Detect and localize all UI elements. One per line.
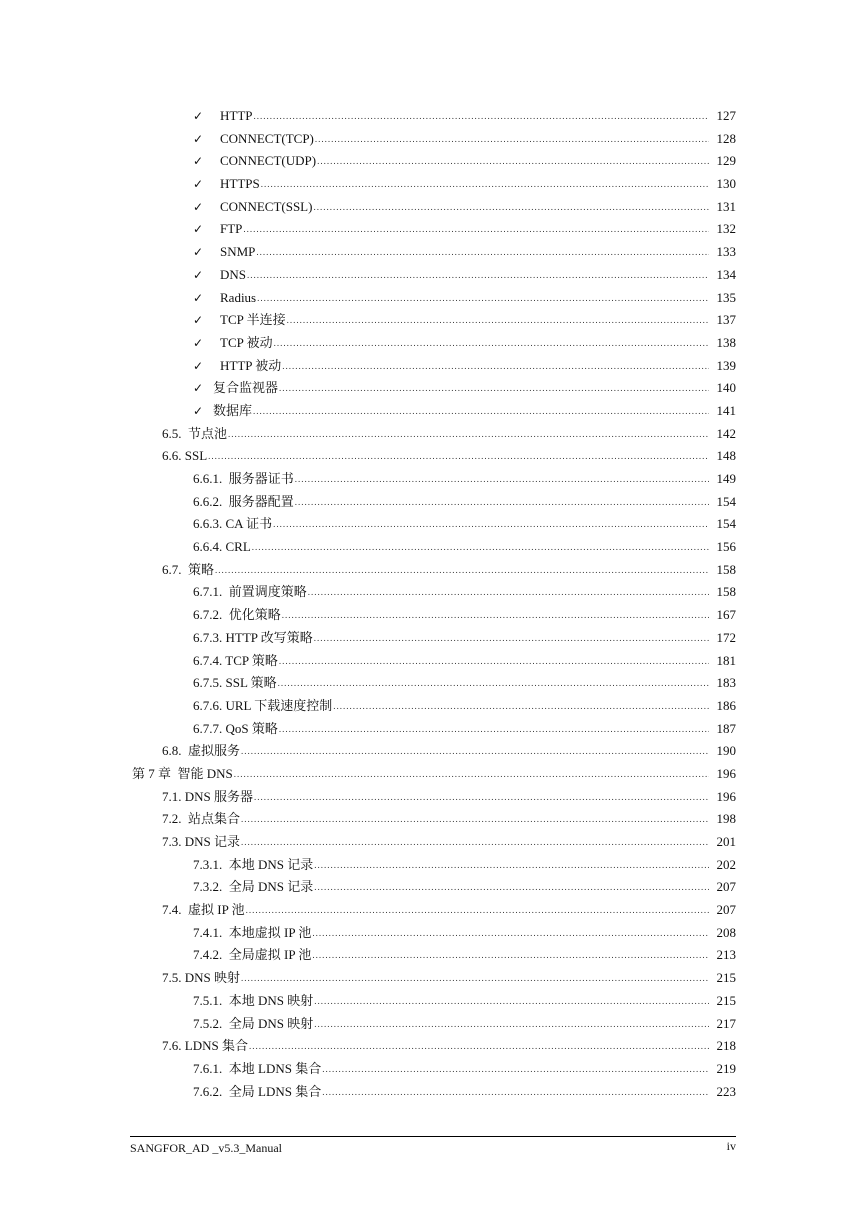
toc-entry-page-number: 148 [716, 448, 736, 464]
toc-entry-page-number: 130 [716, 176, 736, 192]
footer-document-title: SANGFOR_AD _v5.3_Manual [130, 1141, 283, 1155]
toc-entry[interactable] [0, 1058, 868, 1081]
dot-leader [261, 173, 709, 196]
checkmark-icon: ✓ [193, 131, 204, 146]
toc-entry-page-number: 196 [716, 765, 736, 781]
toc-entry-title: 7.6.2. 全局 LDNS 集合 [193, 1083, 322, 1099]
toc-entry-title: TCP 半连接 [220, 312, 286, 328]
toc-entry[interactable] [0, 854, 868, 877]
dot-leader [295, 491, 709, 514]
checkmark-icon: ✓ [193, 358, 204, 373]
toc-entry-page-number: 215 [716, 992, 736, 1008]
toc-entry-page-number: 134 [716, 266, 736, 282]
toc-entry[interactable] [0, 695, 868, 718]
toc-entry[interactable] [0, 899, 868, 922]
toc-entry-title: 7.6. LDNS 集合 [162, 1038, 248, 1054]
dot-leader [314, 990, 709, 1013]
toc-entry-page-number: 172 [716, 629, 736, 645]
toc-entry-title: CONNECT(UDP) [220, 153, 317, 169]
toc-entry[interactable] [0, 831, 868, 854]
dot-leader [308, 581, 709, 604]
toc-entry-page-number: 208 [716, 924, 736, 940]
dot-leader [279, 718, 709, 741]
toc-entry-title: 6.7.5. SSL 策略 [193, 675, 277, 691]
dot-leader [246, 899, 709, 922]
toc-entry[interactable] [0, 1035, 868, 1058]
checkmark-icon: ✓ [193, 199, 204, 214]
toc-entry-page-number: 131 [716, 198, 736, 214]
dot-leader [295, 468, 709, 491]
toc-entry[interactable] [0, 150, 868, 173]
dot-leader [273, 513, 709, 536]
dot-leader [287, 309, 709, 332]
toc-entry-title: Radius [220, 289, 257, 305]
toc-entry[interactable] [0, 264, 868, 287]
dot-leader [252, 536, 709, 559]
dot-leader [312, 944, 709, 967]
toc-entry[interactable] [0, 763, 868, 786]
dot-leader [208, 445, 709, 468]
toc-entry[interactable] [0, 718, 868, 741]
toc-entry-page-number: 154 [716, 493, 736, 509]
toc-entry-title: 7.3. DNS 记录 [162, 834, 241, 849]
checkmark-icon: ✓ [193, 109, 204, 123]
toc-entry-title: 6.6.2. 服务器配置 [193, 493, 294, 509]
table-of-contents [0, 105, 868, 1103]
toc-entry-title: DNS [220, 266, 247, 282]
dot-leader [333, 695, 709, 718]
dot-leader [247, 264, 709, 287]
toc-entry-title: 7.4.2. 全局虚拟 IP 池 [193, 947, 312, 963]
toc-entry[interactable] [0, 468, 868, 491]
toc-entry[interactable] [0, 445, 868, 468]
toc-entry-page-number: 186 [716, 697, 736, 713]
toc-entry[interactable] [0, 513, 868, 536]
dot-leader [243, 218, 709, 241]
toc-entry-title: FTP [220, 221, 243, 237]
toc-entry[interactable] [0, 672, 868, 695]
toc-entry[interactable] [0, 967, 868, 990]
dot-leader [257, 287, 709, 310]
dot-leader [282, 355, 709, 378]
dot-leader [241, 808, 709, 831]
toc-entry[interactable] [0, 1081, 868, 1104]
toc-entry-title: 7.4. 虚拟 IP 池 [162, 902, 245, 918]
checkmark-icon: ✓ [193, 290, 204, 305]
checkmark-icon: ✓ [193, 381, 204, 396]
toc-entry-title: 6.7.1. 前置调度策略 [193, 584, 307, 600]
toc-entry-page-number: 219 [716, 1060, 736, 1076]
dot-leader [322, 1081, 709, 1104]
toc-entry-title: 6.6. SSL [162, 448, 208, 464]
toc-entry-title: HTTP [220, 108, 253, 123]
toc-entry[interactable] [0, 990, 868, 1013]
toc-entry-page-number: 207 [716, 879, 736, 895]
toc-entry[interactable] [0, 400, 868, 423]
dot-leader [241, 967, 709, 990]
toc-entry-page-number: 181 [716, 652, 736, 668]
toc-entry[interactable] [0, 218, 868, 241]
toc-entry-title: 6.7.3. HTTP 改写策略 [193, 629, 313, 645]
dot-leader [278, 672, 709, 695]
toc-entry-title: 7.6.1. 本地 LDNS 集合 [193, 1060, 322, 1076]
toc-entry-title: 6.6.4. CRL [193, 539, 251, 555]
toc-entry-title: 6.8. 虚拟服务 [162, 743, 241, 759]
dot-leader [215, 559, 709, 582]
checkmark-icon: ✓ [193, 177, 204, 192]
toc-entry[interactable] [0, 491, 868, 514]
toc-entry-title: 6.7.4. TCP 策略 [193, 652, 278, 668]
toc-entry-page-number: 137 [716, 312, 736, 328]
toc-entry-page-number: 156 [716, 539, 736, 555]
checkmark-icon: ✓ [193, 335, 204, 350]
toc-entry-title: HTTPS [220, 176, 260, 192]
checkmark-icon: ✓ [193, 245, 204, 260]
page-footer [130, 1136, 736, 1155]
toc-entry-title: HTTP 被动 [220, 357, 282, 373]
toc-entry-title: 6.7.6. URL 下载速度控制 [193, 697, 333, 713]
dot-leader [241, 831, 709, 854]
dot-leader [312, 922, 709, 945]
checkmark-icon: ✓ [193, 222, 204, 237]
toc-entry[interactable] [0, 786, 868, 809]
toc-entry-page-number: 141 [716, 402, 736, 418]
toc-entry-page-number: 207 [716, 902, 736, 918]
toc-entry-page-number: 183 [716, 675, 736, 691]
dot-leader [314, 1013, 709, 1036]
toc-entry-page-number: 187 [716, 720, 736, 736]
toc-entry-title: 7.5.1. 本地 DNS 映射 [193, 992, 314, 1008]
dot-leader [322, 1058, 709, 1081]
dot-leader [313, 196, 709, 219]
dot-leader [234, 763, 709, 786]
toc-entry-page-number: 202 [716, 856, 736, 872]
toc-entry-title: 7.3.2. 全局 DNS 记录 [193, 879, 314, 895]
toc-entry-page-number: 196 [716, 788, 736, 804]
toc-entry-title: 6.7.7. QoS 策略 [193, 720, 278, 736]
toc-entry-page-number: 149 [716, 471, 736, 486]
toc-entry-page-number: 154 [716, 516, 736, 532]
toc-entry-page-number: 201 [716, 834, 736, 849]
dot-leader [274, 332, 709, 355]
toc-entry-title: 7.2. 站点集合 [162, 811, 241, 827]
dot-leader [279, 650, 709, 673]
toc-entry-page-number: 218 [716, 1038, 736, 1054]
toc-entry[interactable] [0, 173, 868, 196]
toc-entry-page-number: 215 [716, 970, 736, 986]
toc-entry-page-number: 138 [716, 334, 736, 350]
toc-entry[interactable] [0, 944, 868, 967]
dot-leader [282, 604, 709, 627]
toc-entry[interactable] [0, 128, 868, 151]
toc-entry[interactable] [0, 740, 868, 763]
checkmark-icon: ✓ [193, 154, 204, 169]
dot-leader [314, 854, 709, 877]
dot-leader [256, 241, 709, 264]
toc-entry-page-number: 213 [716, 947, 736, 963]
toc-entry-page-number: 217 [716, 1015, 736, 1031]
toc-entry-page-number: 198 [716, 811, 736, 827]
dot-leader [317, 150, 709, 173]
dot-leader [254, 786, 709, 809]
toc-entry[interactable] [0, 536, 868, 559]
toc-entry-page-number: 190 [716, 743, 736, 759]
toc-entry-title: 复合监视器 [213, 380, 279, 396]
toc-entry-title: 6.7. 策略 [162, 561, 215, 577]
dot-leader [315, 128, 709, 151]
toc-entry-page-number: 127 [716, 108, 736, 123]
toc-entry-title: 7.4.1. 本地虚拟 IP 池 [193, 924, 312, 940]
footer-page-number: iv [726, 1139, 736, 1153]
dot-leader [314, 627, 709, 650]
toc-entry-title: 数据库 [213, 402, 253, 418]
toc-entry[interactable] [0, 581, 868, 604]
toc-entry-page-number: 167 [716, 607, 736, 623]
toc-entry[interactable] [0, 309, 868, 332]
toc-entry[interactable] [0, 105, 868, 128]
dot-leader [249, 1035, 709, 1058]
dot-leader [314, 876, 709, 899]
toc-entry-page-number: 139 [716, 357, 736, 373]
toc-entry-page-number: 129 [716, 153, 736, 169]
toc-entry[interactable] [0, 604, 868, 627]
toc-entry[interactable] [0, 922, 868, 945]
toc-entry-title: 7.3.1. 本地 DNS 记录 [193, 856, 314, 872]
toc-entry[interactable] [0, 423, 868, 446]
toc-entry[interactable] [0, 287, 868, 310]
toc-entry[interactable] [0, 196, 868, 219]
toc-entry-title: 7.1. DNS 服务器 [162, 788, 254, 804]
toc-entry-page-number: 132 [716, 221, 736, 237]
dot-leader [254, 105, 710, 128]
toc-entry-title: 6.7.2. 优化策略 [193, 607, 281, 623]
toc-entry-title: 7.5. DNS 映射 [162, 970, 241, 986]
toc-entry[interactable] [0, 1013, 868, 1036]
toc-entry[interactable] [0, 332, 868, 355]
toc-entry[interactable] [0, 650, 868, 673]
toc-entry-title: CONNECT(SSL) [220, 198, 313, 214]
dot-leader [253, 400, 709, 423]
toc-entry-title: 6.6.3. CA 证书 [193, 516, 273, 532]
toc-entry-title: 第 7 章 智能 DNS [132, 765, 233, 781]
toc-entry-title: 6.6.1. 服务器证书 [193, 471, 294, 486]
toc-entry-title: 6.5. 节点池 [162, 425, 228, 441]
toc-entry-page-number: 158 [716, 561, 736, 577]
toc-entry[interactable] [0, 808, 868, 831]
toc-entry[interactable] [0, 241, 868, 264]
dot-leader [228, 423, 709, 446]
toc-entry-page-number: 158 [716, 584, 736, 600]
toc-entry[interactable] [0, 377, 868, 400]
toc-entry-title: TCP 被动 [220, 334, 273, 350]
toc-entry[interactable] [0, 876, 868, 899]
toc-entry-page-number: 128 [716, 130, 736, 146]
checkmark-icon: ✓ [193, 403, 204, 418]
toc-entry-page-number: 133 [716, 244, 736, 260]
toc-entry-page-number: 223 [716, 1083, 736, 1099]
toc-entry-page-number: 135 [716, 289, 736, 305]
dot-leader [279, 377, 709, 400]
checkmark-icon: ✓ [193, 267, 204, 282]
toc-entry-title: CONNECT(TCP) [220, 130, 314, 146]
toc-entry[interactable] [0, 559, 868, 582]
toc-entry[interactable] [0, 627, 868, 650]
toc-entry-title: 7.5.2. 全局 DNS 映射 [193, 1015, 314, 1031]
toc-entry-page-number: 140 [716, 380, 736, 396]
toc-entry-page-number: 142 [716, 425, 736, 441]
toc-entry[interactable] [0, 355, 868, 378]
dot-leader [241, 740, 709, 763]
checkmark-icon: ✓ [193, 313, 204, 328]
toc-entry-title: SNMP [220, 244, 256, 260]
